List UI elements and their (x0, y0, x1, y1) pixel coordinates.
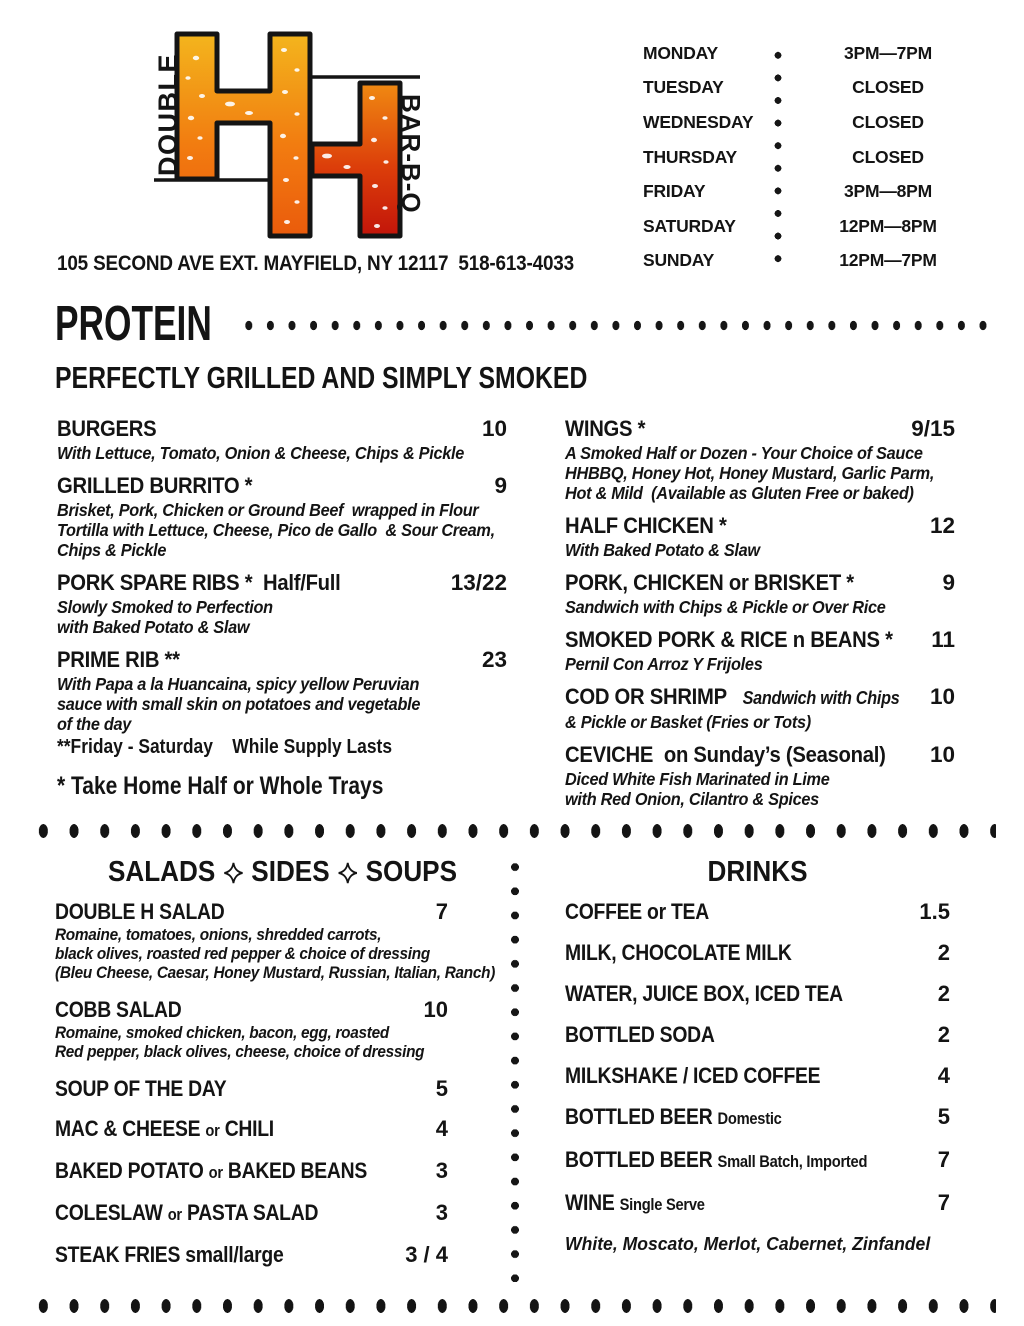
hours-time: 3PM—7PM (843, 42, 933, 63)
menu-item (57, 570, 507, 637)
menu-item-header (55, 1242, 448, 1268)
menu-item-name-part: or (167, 1205, 182, 1224)
menu-item-price: 11 (931, 627, 955, 652)
sides-title-word: SOUPS (365, 856, 458, 888)
menu-item-price: 9 (942, 570, 955, 595)
menu-item (565, 416, 955, 503)
hours-time: 3PM—8PM (843, 181, 933, 202)
hours-day: TUESDAY (643, 77, 724, 98)
menu-item-header (565, 1022, 950, 1048)
menu-item-price: 5 (937, 1104, 950, 1129)
menu-item-name-part: Sandwich with Chips (742, 688, 900, 708)
menu-item-header (565, 513, 955, 539)
menu-item-name (565, 981, 904, 1007)
description-line: with Red Onion, Cilantro & Spices (565, 789, 819, 809)
description-line: of the day (57, 714, 132, 734)
menu-item-name (565, 513, 916, 539)
menu-item-description (565, 654, 955, 674)
description-line: Tortilla with Lettuce, Cheese, Pico de Gallo & Sour Cream, (57, 520, 495, 540)
menu-item-name-part: WINE (565, 1190, 620, 1215)
description-line: With Papa a la Huancaina, spicy yellow Peruvian (57, 674, 420, 694)
hours-list (643, 36, 988, 278)
menu-item-header (57, 647, 507, 673)
menu-item (55, 1116, 510, 1144)
menu-item-name (55, 899, 401, 925)
sides-title-word: SALADS (107, 856, 216, 888)
description-line: Romaine, smoked chicken, bacon, egg, roasted (55, 1024, 389, 1042)
menu-item-description (565, 540, 955, 560)
menu-item (565, 684, 955, 732)
hours-time: 12PM—7PM (839, 250, 937, 271)
four-point-star-icon (223, 862, 243, 884)
protein-section (57, 416, 1024, 819)
hours-day: MONDAY (643, 42, 718, 63)
menu-item-price: 3 / 4 (405, 1242, 448, 1267)
menu-item-price: 4 (435, 1116, 448, 1141)
menu-item-header (565, 416, 955, 442)
description-line: HHBBQ, Honey Hot, Honey Mustard, Garlic Parm, (565, 463, 935, 483)
menu-item-name-part: Domestic (717, 1109, 782, 1128)
bottom-section (0, 845, 1024, 1282)
menu-item-price: 5 (435, 1076, 448, 1101)
menu-item-name-part: CEVICHE on Sunday’s (Seasonal) (565, 742, 886, 767)
menu-item-header (55, 1200, 448, 1228)
protein-footnote: * Take Home Half or Whole Trays (57, 772, 384, 800)
hours-day: SATURDAY (643, 215, 736, 236)
menu-item-name (57, 473, 462, 499)
description-line: (Bleu Cheese, Caesar, Honey Mustard, Russian, Italian, Ranch) (55, 964, 496, 982)
description-line: Slowly Smoked to Perfection (57, 597, 273, 617)
description-line: With Baked Potato & Slaw (565, 540, 760, 560)
wine-varieties-note: White, Moscato, Merlot, Cabernet, Zinfandel (565, 1233, 931, 1254)
description-line: black olives, roasted red pepper & choice of dressing (55, 945, 430, 963)
menu-item-price: 2 (937, 981, 950, 1006)
menu-item-header (57, 473, 507, 499)
menu-item-name-part: PORK, CHICKEN or BRISKET * (565, 570, 854, 595)
menu-item (55, 1242, 510, 1268)
menu-item-header (55, 899, 448, 925)
address-line: 105 SECOND AVE EXT. MAYFIELD, NY 12117 518-613-4033 (57, 252, 574, 275)
menu-item-name-part: MAC & CHEESE (55, 1116, 206, 1141)
protein-right-item-list (565, 416, 955, 809)
menu-item-price: 2 (937, 940, 950, 965)
menu-item-description (565, 769, 955, 809)
menu-item-price: 13/22 (450, 570, 507, 595)
menu-item-name-part: WATER, JUICE BOX, ICED TEA (565, 981, 843, 1006)
menu-item (565, 1190, 950, 1218)
description-line: Pernil Con Arroz Y Frijoles (565, 654, 763, 674)
menu-item-name-part: BURGERS (57, 416, 157, 441)
sides-column (55, 845, 510, 1282)
menu-item-name (55, 1158, 401, 1186)
menu-item (565, 742, 955, 809)
menu-item-price: 2 (937, 1022, 950, 1047)
menu-item-price: 10 (481, 416, 507, 441)
menu-item-name-part: CHILI (219, 1116, 274, 1141)
hours-time: 12PM—8PM (839, 215, 937, 236)
menu-item-description (565, 597, 955, 617)
sides-title (78, 857, 488, 887)
description-line: Chips & Pickle (57, 540, 167, 560)
menu-item-header (565, 684, 955, 711)
menu-item-header (565, 981, 950, 1007)
header (0, 0, 1024, 298)
logo-barbq-text: BAR-B-Q (396, 94, 426, 214)
hours-divider-dots (773, 44, 783, 272)
menu-item-name (565, 416, 916, 442)
description-line: A Smoked Half or Dozen - Your Choice of Sauce (565, 443, 923, 463)
menu-item-name (565, 684, 916, 711)
menu-item-name (565, 742, 916, 768)
menu-item-name-part: SOUP OF THE DAY (55, 1076, 227, 1101)
menu-item-name-part: STEAK FRIES small/large (55, 1242, 284, 1267)
protein-right-column (565, 416, 955, 819)
double-h-logo (150, 26, 442, 252)
menu-item-name-part: Single Serve (619, 1195, 705, 1214)
description-line: Hot & Mild (Available as Gluten Free or baked) (565, 483, 914, 503)
menu-item-name (55, 1242, 401, 1268)
menu-item-name-part: BOTTLED SODA (565, 1022, 715, 1047)
menu-item (55, 899, 510, 983)
menu-item-name-part: SMOKED PORK & RICE n BEANS * (565, 627, 893, 652)
hours-day: SUNDAY (643, 250, 715, 271)
description-line: With Lettuce, Tomato, Onion & Cheese, Chips & Pickle (57, 443, 465, 463)
menu-item (565, 981, 950, 1007)
menu-item-price: 7 (937, 1147, 950, 1172)
menu-item-name (57, 570, 462, 596)
menu-item-name-part: Small Batch, Imported (717, 1152, 868, 1171)
hours-row (643, 209, 988, 244)
hours-block (643, 36, 988, 278)
description-line: sauce with small skin on potatoes and vegetable (57, 694, 421, 714)
menu-item (565, 899, 950, 925)
menu-item-description (55, 926, 510, 983)
menu-item-header (55, 1158, 448, 1186)
menu-item-description (57, 674, 507, 734)
menu-item-name-part: BOTTLED BEER (565, 1104, 718, 1129)
menu-item-header (565, 1190, 950, 1218)
hours-row (643, 174, 988, 209)
menu-item (565, 1104, 950, 1132)
hours-row (643, 71, 988, 106)
menu-item-price: 1.5 (919, 899, 950, 924)
menu-item-header (565, 940, 950, 966)
hours-row (643, 105, 988, 140)
logo-h1 (177, 34, 310, 236)
menu-item-header (55, 997, 448, 1023)
menu-item-name (57, 416, 462, 442)
menu-item-price: 7 (435, 899, 448, 924)
menu-item-description (57, 500, 507, 560)
menu-item (55, 997, 510, 1062)
menu-item (57, 647, 507, 760)
description-line: Brisket, Pork, Chicken or Ground Beef wrapped in Flour (57, 500, 479, 520)
logo-h2 (312, 83, 400, 236)
description-line: Red pepper, black olives, cheese, choice of dressing (55, 1043, 425, 1061)
menu-item-name (565, 1063, 904, 1089)
menu-item-price: 12 (929, 513, 955, 538)
menu-item (57, 473, 507, 560)
menu-item-note: **Friday - Saturday While Supply Lasts (57, 735, 393, 758)
menu-item (57, 416, 507, 463)
menu-item-name-part: BAKED POTATO (55, 1158, 209, 1183)
menu-item-header (565, 627, 955, 653)
sides-title-word: SIDES (251, 856, 330, 888)
protein-left-column (57, 416, 507, 819)
hours-row (643, 36, 988, 71)
menu-item-price: 3 (435, 1200, 448, 1225)
menu-item-description (565, 712, 955, 732)
hours-time: CLOSED (852, 77, 924, 98)
menu-item (55, 1158, 510, 1186)
menu-item-name (565, 1022, 904, 1048)
menu-item-name-part: PASTA SALAD (181, 1200, 319, 1225)
menu-item-name-part: MILKSHAKE / ICED COFFEE (565, 1063, 821, 1088)
menu-item-name-part: BAKED BEANS (222, 1158, 368, 1183)
menu-item-name-part: or (205, 1121, 220, 1140)
menu-item-name (57, 647, 462, 673)
menu-item-price: 10 (929, 742, 955, 767)
menu-item-name-part: BOTTLED BEER (565, 1147, 718, 1172)
menu-item (565, 1063, 950, 1089)
menu-item (565, 1022, 950, 1048)
menu-item-name (55, 997, 401, 1023)
menu-item-name (565, 899, 904, 925)
menu-item-name (55, 1200, 401, 1228)
protein-title: PROTEIN (55, 297, 212, 351)
menu-item-name-part: PRIME RIB ** (57, 647, 180, 672)
section-divider-dots (28, 823, 996, 839)
hours-time: CLOSED (852, 146, 924, 167)
vertical-divider-dots (510, 855, 520, 1282)
menu-item (565, 570, 955, 617)
protein-left-item-list (57, 416, 507, 760)
hours-day: WEDNESDAY (643, 111, 754, 132)
menu-item-name (565, 1104, 904, 1132)
menu-item-price: 7 (937, 1190, 950, 1215)
drinks-title: DRINKS (707, 856, 808, 888)
description-line: Sandwich with Chips & Pickle or Over Rice (565, 597, 886, 617)
menu-item-header (565, 1063, 950, 1089)
protein-subtitle: PERFECTLY GRILLED AND SIMPLY SMOKED (55, 360, 588, 395)
menu-item-name-part: HALF CHICKEN * (565, 513, 727, 538)
menu-item-header (565, 1147, 950, 1175)
menu-item-name (565, 627, 916, 653)
description-line: Diced White Fish Marinated in Lime (565, 769, 830, 789)
menu-item (55, 1200, 510, 1228)
description-line: & Pickle or Basket (Fries or Tots) (565, 712, 811, 732)
menu-item-header (565, 899, 950, 925)
menu-item-name (565, 1190, 904, 1218)
menu-item-name-part: PORK SPARE RIBS * Half/Full (57, 570, 341, 595)
sides-item-list (55, 899, 510, 1268)
logo-double-text: DOUBLE (153, 53, 183, 176)
menu-item-name (565, 570, 916, 596)
menu-item-price: 10 (423, 997, 448, 1022)
menu-item-name (565, 940, 904, 966)
menu-item-name-part: COBB SALAD (55, 997, 182, 1022)
menu-item-name-part: MILK, CHOCOLATE MILK (565, 940, 792, 965)
bottom-divider-dots (28, 1298, 996, 1314)
menu-item-header (57, 570, 507, 596)
menu-item-price: 10 (929, 684, 955, 709)
hours-time: CLOSED (852, 111, 924, 132)
protein-dotted-line (238, 319, 994, 332)
menu-item-price: 4 (937, 1063, 950, 1088)
menu-item-name-part: or (208, 1163, 223, 1182)
menu-item-name-part: COD OR SHRIMP (565, 684, 743, 709)
menu-item-header (565, 742, 955, 768)
drinks-column (520, 845, 964, 1282)
menu-item-name-part: GRILLED BURRITO * (57, 473, 253, 498)
menu-item-description (57, 443, 507, 463)
menu-item-price: 3 (435, 1158, 448, 1183)
menu-item (565, 627, 955, 674)
menu-item-description (55, 1024, 510, 1062)
menu-item-header (565, 1104, 950, 1132)
hours-day: FRIDAY (643, 181, 706, 202)
hours-day: THURSDAY (643, 146, 738, 167)
menu-item (565, 1147, 950, 1175)
menu-item-name (55, 1116, 401, 1144)
drinks-item-list (565, 899, 950, 1218)
hours-row (643, 244, 988, 279)
menu-item-name (55, 1076, 401, 1102)
menu-item-header (55, 1076, 448, 1102)
menu-item-price: 23 (481, 647, 507, 672)
protein-header (0, 298, 1024, 352)
description-line: Romaine, tomatoes, onions, shredded carrots, (55, 926, 382, 944)
menu-item-name-part: COLESLAW (55, 1200, 168, 1225)
menu-item-description (57, 597, 507, 637)
description-line: with Baked Potato & Slaw (57, 617, 250, 637)
four-point-star-icon (338, 862, 358, 884)
menu-item-header (55, 1116, 448, 1144)
menu-item-name-part: DOUBLE H SALAD (55, 899, 225, 924)
menu-item (55, 1076, 510, 1102)
menu-item-header (57, 416, 507, 442)
menu-item-description (565, 443, 955, 503)
menu-item-price: 9/15 (911, 416, 955, 441)
menu-item (565, 940, 950, 966)
hours-row (643, 140, 988, 175)
menu-item-name (565, 1147, 904, 1175)
menu-item-name-part: WINGS * (565, 416, 646, 441)
menu-item (565, 513, 955, 560)
menu-item-price: 9 (494, 473, 507, 498)
menu-item-name-part: COFFEE or TEA (565, 899, 709, 924)
menu-item-header (565, 570, 955, 596)
